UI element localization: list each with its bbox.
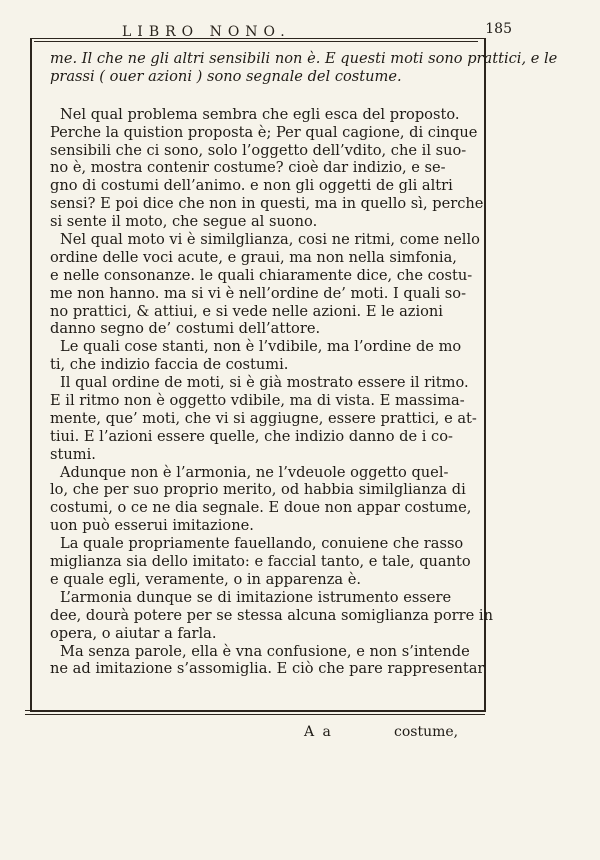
text-line: Il qual ordine de moti, si è già mostrato essere il ritmo. xyxy=(60,374,469,392)
running-title: LIBRO NONO. xyxy=(122,24,291,40)
text-line: opera, o aiutar a farla. xyxy=(50,624,217,642)
text-line: dee, dourà potere per se stessa alcuna somiglianza porre in xyxy=(50,606,493,624)
text-line: gno di costumi dell’animo. e non gli oggetti de gli altri xyxy=(50,177,453,195)
header-rule xyxy=(34,41,478,42)
text-line: Adunque non è l’armonia, ne l’vdeuole oggetto quel- xyxy=(60,463,449,481)
text-line: ne ad imitazione s’assomiglia. E ciò che pare rappresentar xyxy=(50,660,485,678)
text-line: Nel qual problema sembra che egli esca del proposto. xyxy=(60,105,460,123)
text-line: me non hanno. ma si vi è nell’ordine de’ moti. I quali so- xyxy=(50,284,467,302)
text-line: sensibili che ci sono, solo l’oggetto dell’vdito, che il suo- xyxy=(50,141,467,159)
text-line: prassi ( ouer azioni ) sono segnale del costume. xyxy=(50,67,402,85)
text-line: L’armonia dunque se di imitazione istrumento essere xyxy=(60,588,452,606)
text-line: uon può esserui imitazione. xyxy=(50,517,254,535)
text-line: E il ritmo non è oggetto vdibile, ma di vista. E massima- xyxy=(50,392,465,410)
text-line: e nelle consonanze. le quali chiaramente dice, che costu- xyxy=(50,266,473,284)
footer-rule xyxy=(25,710,485,711)
text-line: lo, che per suo proprio merito, od habbia similglianza di xyxy=(50,481,466,499)
text-line: La quale propriamente fauellando, conuiene che rasso xyxy=(60,535,464,553)
signature-mark: A a xyxy=(304,724,333,740)
text-line: no prattici, & attiui, e si vede nelle azioni. E le azioni xyxy=(50,302,443,320)
text-line: tiui. E l’azioni essere quelle, che indizio danno de i co- xyxy=(50,427,453,445)
text-line: costumi, o ce ne dia segnale. E doue non appar costume, xyxy=(50,499,472,517)
page-footer xyxy=(220,724,480,744)
text-line: e quale egli, veramente, o in apparenza è. xyxy=(50,570,361,588)
page-number: 185 xyxy=(485,21,512,37)
text-line: no è, mostra contenir costume? cioè dar indizio, e se- xyxy=(50,159,446,177)
text-line: me. Il che ne gli altri sensibili non è. E questi moti sono prattici, e le xyxy=(50,50,558,67)
text-line: danno segno de’ costumi dell’attore. xyxy=(50,320,321,338)
text-line: si sente il moto, che segue al suono. xyxy=(50,213,318,231)
text-line: stumi. xyxy=(50,445,96,463)
footer-rule-secondary xyxy=(25,714,485,715)
text-line: Le quali cose stanti, non è l’vdibile, ma l’ordine de mo xyxy=(60,338,462,356)
text-line: sensi? E poi dice che non in questi, ma in quello sì, perche xyxy=(50,195,484,213)
text-line: miglianza sia dello imitato: e faccial tanto, e tale, quanto xyxy=(50,553,471,571)
text-line: mente, que’ moti, che vi si aggiugne, essere prattici, e at- xyxy=(50,409,477,427)
text-line: ti, che indizio faccia de costumi. xyxy=(50,356,289,374)
catchword: costume, xyxy=(394,724,459,740)
text-block xyxy=(50,50,558,678)
text-line: Nel qual moto vi è similglianza, cosi ne ritmi, come nello xyxy=(60,231,480,249)
text-line: ordine delle voci acute, e graui, ma non nella simfonia, xyxy=(50,248,457,266)
spacer xyxy=(50,86,470,106)
text-line: Perche la quistion proposta è; Per qual cagione, di cinque xyxy=(50,123,478,141)
text-line: Ma senza parole, ella è vna confusione, e non s’intende xyxy=(60,642,470,660)
